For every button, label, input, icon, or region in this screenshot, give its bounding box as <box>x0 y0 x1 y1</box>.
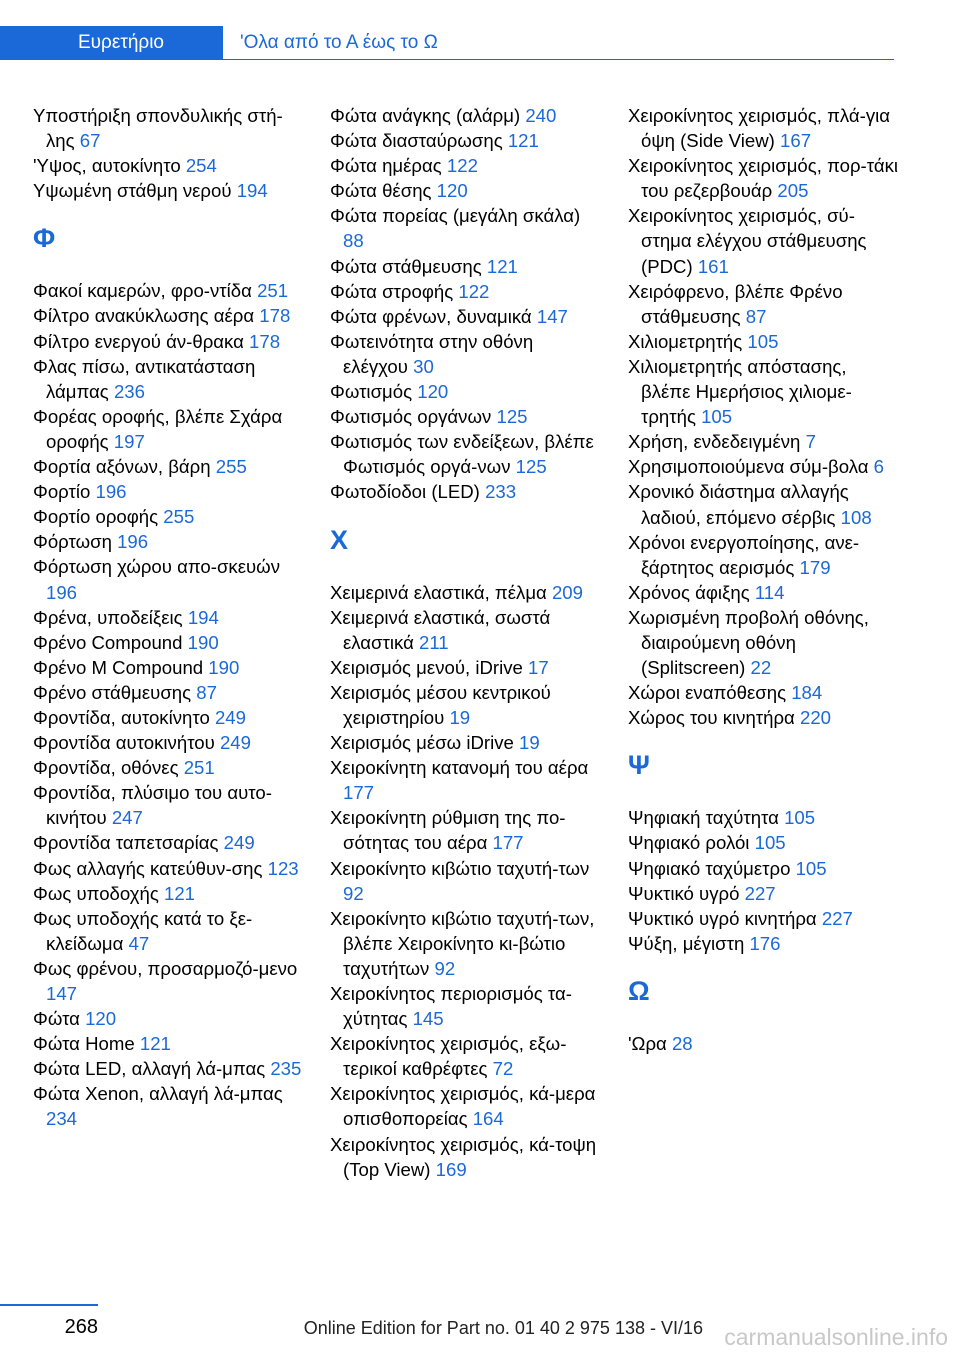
page-number: 268 <box>64 1316 98 1338</box>
index-page-link[interactable]: 176 <box>749 932 781 954</box>
index-entry-text: Φώτα Home <box>33 1033 135 1055</box>
index-entry <box>330 429 600 479</box>
index-page-link[interactable]: 169 <box>435 1158 467 1180</box>
section-title: 'Ολα από το Α έως το Ω <box>222 26 894 60</box>
index-entry <box>33 454 303 479</box>
index-page-link[interactable]: 120 <box>85 1008 117 1030</box>
index-entry-text: Χειροκίνητο κιβώτιο ταχυτή-των <box>330 857 590 879</box>
index-page-link[interactable]: 227 <box>821 907 853 929</box>
index-entry-text: Χειροκίνητη ρύθμιση της πο-σότητας του αέρα <box>330 807 566 854</box>
index-entry <box>628 103 898 153</box>
index-entry-text: Φροντίδα, οθόνες <box>33 757 179 779</box>
index-entry <box>33 705 303 730</box>
index-page-link[interactable]: 164 <box>472 1108 504 1130</box>
index-page-link[interactable]: 122 <box>446 155 478 177</box>
index-page-link[interactable]: 123 <box>267 857 299 879</box>
index-entry <box>628 580 898 605</box>
index-entry-text: Φορτίο <box>33 481 91 503</box>
index-entry <box>628 830 898 855</box>
index-letter-heading: Ψ <box>628 750 650 781</box>
index-letter-heading: Χ <box>330 524 349 555</box>
index-column-3 <box>628 103 898 1056</box>
index-entry-text: Χειροκίνητος χειρισμός, πλά-για όψη (Side View) <box>628 105 891 152</box>
index-entry <box>33 529 303 554</box>
index-page-link[interactable]: 177 <box>492 832 524 854</box>
index-entry-text: Φώτα ανάγκης (αλάρμ) <box>330 105 521 126</box>
index-entry <box>330 178 600 203</box>
index-page-link[interactable]: 205 <box>777 180 809 202</box>
index-entry-text: Φώτα στροφής <box>330 280 454 302</box>
index-entry <box>628 856 898 881</box>
index-entry-text: Φως υποδοχής κατά το ξε-κλείδωμα <box>33 907 253 954</box>
index-entry-text: Χώρος του κινητήρα <box>628 707 795 729</box>
index-page-link[interactable]: 125 <box>515 456 547 478</box>
index-entry <box>33 329 303 354</box>
index-page-link[interactable]: 190 <box>208 656 240 678</box>
tab-index[interactable]: Ευρετήριο <box>0 26 222 60</box>
index-entry-text: Φως φρένου, προσαρμοζό-μενο <box>33 957 298 979</box>
index-entry-text: Χιλιομετρητής απόστασης, βλέπε Ημερήσιος χιλιομε-τρητής <box>628 355 852 428</box>
index-entry <box>330 279 600 304</box>
index-entry-text: Χρησιμοποιούμενα σύμ-βολα <box>628 456 869 478</box>
index-entry <box>628 279 898 329</box>
index-entry-text: Χώροι εναπόθεσης <box>628 682 787 704</box>
watermark: carmanualsonline.info <box>724 1324 948 1350</box>
index-entry-text: Φρένο στάθμευσης <box>33 681 192 703</box>
index-page-link[interactable]: 108 <box>840 506 872 528</box>
index-entry <box>330 254 600 279</box>
index-entry <box>330 906 600 981</box>
index-entry-text: Χρόνοι ενεργοποίησης, ανε-ξάρτητος αερισμός <box>628 531 860 578</box>
index-entry <box>330 203 600 253</box>
index-entry <box>33 103 303 153</box>
index-entry <box>33 605 303 630</box>
index-page-link[interactable]: 249 <box>223 832 255 854</box>
index-entry <box>330 1132 600 1182</box>
index-entry-text: Χειροκίνητη κατανομή του αέρα <box>330 757 589 779</box>
index-entry <box>330 680 600 730</box>
index-entry-text: Φώτα φρένων, δυναμικά <box>330 305 532 327</box>
index-entry-text: Φώτα θέσης <box>330 180 432 202</box>
index-page-link[interactable]: 178 <box>259 305 291 327</box>
index-page-link[interactable]: 17 <box>528 656 549 678</box>
index-entry-text: 'Υψος, αυτοκίνητο <box>33 155 181 177</box>
index-entry <box>330 304 600 329</box>
index-page-link[interactable]: 28 <box>671 1032 693 1054</box>
index-entry-text: Ψυκτικό υγρό κινητήρα <box>628 907 817 929</box>
index-entry-text: Φλας πίσω, αντικατάσταση λάμπας <box>33 355 256 402</box>
index-page-link[interactable]: 161 <box>697 255 729 277</box>
index-entry <box>33 1031 303 1056</box>
index-entry <box>628 705 898 730</box>
index-column-2 <box>330 103 600 1182</box>
index-entry <box>33 730 303 755</box>
index-page-link[interactable]: 147 <box>536 305 568 327</box>
index-page-link[interactable]: 47 <box>128 932 150 954</box>
index-entry <box>628 354 898 429</box>
index-page-link[interactable]: 209 <box>551 581 583 603</box>
index-page-link[interactable]: 177 <box>343 782 375 804</box>
index-page-link[interactable]: 240 <box>525 105 557 126</box>
index-entry-text: Χειρισμός μέσου κεντρικού χειριστηρίου <box>330 681 551 728</box>
index-entry <box>628 479 898 529</box>
index-entry <box>628 1031 898 1056</box>
index-page-link[interactable]: 249 <box>214 706 246 728</box>
index-entry-text: Χειρόφρενο, βλέπε Φρένο στάθμευσης <box>628 280 843 327</box>
index-entry <box>628 429 898 454</box>
index-entry <box>330 404 600 429</box>
index-page-link[interactable]: 235 <box>270 1058 302 1080</box>
index-page-link[interactable]: 197 <box>113 430 145 452</box>
index-page-link[interactable]: 22 <box>750 657 772 679</box>
index-page-link[interactable]: 121 <box>507 130 539 152</box>
index-entry-text: Φροντίδα ταπετσαρίας <box>33 832 219 854</box>
index-page-link[interactable]: 184 <box>791 682 823 704</box>
index-entry-text: Χειμερινά ελαστικά, πέλμα <box>330 581 547 603</box>
index-entry-text: Φίλτρο ανακύκλωσης αέρα <box>33 305 255 327</box>
index-entry <box>33 404 303 454</box>
index-entry-text: Ψηφιακό ρολόι <box>628 832 750 854</box>
index-page-link[interactable]: 114 <box>754 581 785 603</box>
index-entry-text: Χειροκίνητος χειρισμός, κά-μερα οπισθοπορείας <box>330 1083 596 1130</box>
index-entry-text: Χειροκίνητος περιορισμός τα-χύτητας <box>330 983 572 1030</box>
index-entry <box>628 931 898 956</box>
index-page-link[interactable]: 220 <box>799 707 832 729</box>
index-entry-text: Χειμερινά ελαστικά, σωστά ελαστικά <box>330 606 551 653</box>
index-entry-text: Φώτα ημέρας <box>330 155 442 177</box>
index-page-link[interactable]: 147 <box>46 983 78 1004</box>
index-page-link[interactable]: 105 <box>784 807 816 829</box>
index-page-link[interactable]: 121 <box>139 1033 171 1055</box>
index-entry <box>330 1031 600 1081</box>
index-entry-text: Φροντίδα αυτοκινήτου <box>33 732 215 754</box>
index-entry-text: Χειρισμός μέσω iDrive <box>330 732 514 754</box>
index-entry-text: Φωτισμός των ενδείξεων, βλέπε Φωτισμός οργά-νων <box>330 431 594 478</box>
index-entry <box>628 153 898 203</box>
index-entry <box>33 354 303 404</box>
footer-divider <box>0 1304 98 1306</box>
index-entry-text: Φρένο Compound <box>33 631 183 653</box>
index-page-link[interactable]: 87 <box>745 305 767 327</box>
index-entry <box>33 680 303 705</box>
index-page-link[interactable]: 251 <box>257 280 289 302</box>
index-page-link[interactable]: 125 <box>496 406 528 428</box>
index-entry-text: Χειροκίνητο κιβώτιο ταχυτή-των, βλέπε Χειροκίνητο κι-βώτιο ταχυτήτων <box>330 907 595 979</box>
index-entry-text: Φώτα <box>33 1008 80 1030</box>
index-page-link[interactable]: 196 <box>46 581 78 603</box>
index-entry <box>33 655 303 680</box>
index-page-link[interactable]: 92 <box>434 957 456 979</box>
index-page-link[interactable]: 6 <box>873 456 884 478</box>
index-page-link[interactable]: 236 <box>113 380 145 402</box>
index-entry <box>330 103 600 128</box>
index-page-link[interactable]: 105 <box>754 832 786 854</box>
index-entry <box>628 454 898 479</box>
index-entry <box>33 956 303 1006</box>
index-entry <box>330 805 600 855</box>
index-letter-heading: Φ <box>33 223 56 254</box>
index-page-link[interactable]: 19 <box>449 706 471 728</box>
index-entry <box>33 554 303 604</box>
index-entry-text: Φροντίδα, αυτοκίνητο <box>33 706 210 728</box>
index-entry <box>330 379 600 404</box>
index-entry-text: Φορτίο οροφής <box>33 506 159 528</box>
index-entry-text: Φώτα στάθμευσης <box>330 255 482 277</box>
index-entry-text: Ψύξη, μέγιστη <box>628 932 745 954</box>
index-entry-text: Φως υποδοχής <box>33 882 159 904</box>
index-page-link[interactable]: 19 <box>519 732 540 754</box>
index-page-link[interactable]: 67 <box>79 130 101 152</box>
index-entry-text: Υποστήριξη σπονδυλικής στή-λης <box>33 105 283 152</box>
index-entry <box>628 805 898 830</box>
index-entry-text: Χειροκίνητος χειρισμός, εξω-τερικοί καθρέφτες <box>330 1033 567 1080</box>
index-entry <box>33 504 303 529</box>
index-letter-heading: Ω <box>628 975 650 1006</box>
index-entry <box>33 856 303 881</box>
index-entry <box>330 655 600 680</box>
index-entry <box>628 530 898 580</box>
index-page-link[interactable]: 196 <box>117 531 149 553</box>
index-entry <box>628 329 898 354</box>
index-entry-text: Φίλτρο ενεργού άν-θρακα <box>33 330 244 352</box>
index-entry-text: Χωρισμένη προβολή οθόνης, διαιρούμενη οθόνη (Splitscreen) <box>628 606 869 679</box>
index-entry-text: Φωτισμός οργάνων <box>330 406 492 428</box>
index-page-link[interactable]: 121 <box>486 255 518 277</box>
index-entry <box>628 906 898 931</box>
page-header <box>0 26 894 60</box>
index-entry-text: Φακοί καμερών, φρο-ντίδα <box>33 280 252 302</box>
index-entry-text: Χιλιομετρητής <box>628 330 743 352</box>
index-entry-text: Φορέας οροφής, βλέπε Σχάρα οροφής <box>33 405 283 452</box>
index-page-link[interactable]: 87 <box>196 681 217 703</box>
index-entry-text: Φώτα LED, αλλαγή λά-μπας <box>33 1058 266 1080</box>
index-entry <box>330 1081 600 1131</box>
index-entry-text: Χειρισμός μενού, iDrive <box>330 656 523 678</box>
index-entry-text: Ψηφιακό ταχύμετρο <box>628 857 791 879</box>
index-entry <box>33 780 303 830</box>
index-entry-text: Ψυκτικό υγρό <box>628 882 740 904</box>
index-entry <box>330 580 600 605</box>
index-entry-text: Φωτεινότητα στην οθόνη ελέγχου <box>330 330 534 377</box>
index-page-link[interactable]: 254 <box>185 155 217 177</box>
index-page-link[interactable]: 120 <box>436 180 468 202</box>
index-page-link[interactable]: 105 <box>701 406 733 428</box>
index-page-link[interactable]: 105 <box>747 330 779 352</box>
index-entry <box>330 730 600 755</box>
index-entry-text: Χρήση, ενδεδειγμένη <box>628 431 801 453</box>
edition-info: Online Edition for Part no. 01 40 2 975 138 - VI/16 <box>303 1318 703 1338</box>
index-entry <box>33 881 303 906</box>
index-entry-text: 'Ωρα <box>628 1032 667 1054</box>
index-entry <box>330 605 600 655</box>
index-entry <box>330 755 600 805</box>
index-entry <box>33 303 303 328</box>
index-entry-text: Χειροκίνητος χειρισμός, πορ-τάκι του ρεζερβουάρ <box>628 155 898 202</box>
index-entry-text: Χρόνος άφιξης <box>628 581 750 603</box>
index-page-link[interactable]: 247 <box>111 807 143 829</box>
index-page-link[interactable]: 234 <box>46 1108 78 1130</box>
index-entry <box>33 178 303 203</box>
index-entry <box>330 128 600 153</box>
index-page-link[interactable]: 7 <box>805 431 816 453</box>
index-entry-text: Φώτα διασταύρωσης <box>330 130 503 152</box>
index-page-link[interactable]: 255 <box>163 506 195 528</box>
index-entry <box>33 906 303 956</box>
index-entry <box>330 856 600 906</box>
index-page-link[interactable]: 92 <box>343 882 364 904</box>
index-column-1 <box>33 103 303 1132</box>
index-entry <box>33 630 303 655</box>
index-entry <box>628 605 898 680</box>
index-page-link[interactable]: 179 <box>799 556 831 578</box>
index-entry <box>33 1056 303 1081</box>
index-entry-text: Υψωμένη στάθμη νερού <box>33 180 232 202</box>
index-entry-text: Φόρτωση <box>33 531 112 553</box>
index-entry-text: Φωτισμός <box>330 381 413 403</box>
index-page-link[interactable]: 120 <box>417 381 449 403</box>
index-page-link[interactable]: 30 <box>413 355 434 377</box>
index-page-link[interactable]: 121 <box>163 882 196 904</box>
index-entry-text: Φροντίδα, πλύσιμο του αυτο-κινήτου <box>33 782 272 829</box>
index-entry <box>628 680 898 705</box>
index-page-link[interactable]: 251 <box>183 757 215 779</box>
index-entry-text: Φώτα πορείας (μεγάλη σκάλα) <box>330 205 581 227</box>
index-entry-text: Χρονικό διάστημα αλλαγής λαδιού, επόμενο σέρβις <box>628 481 849 528</box>
index-page-link[interactable]: 88 <box>343 230 364 252</box>
index-entry <box>33 479 303 504</box>
index-entry <box>33 755 303 780</box>
index-page-link[interactable]: 167 <box>780 130 812 152</box>
index-entry-text: Φρένα, υποδείξεις <box>33 606 183 628</box>
index-entry <box>33 1006 303 1031</box>
index-page-link[interactable]: 255 <box>215 456 247 478</box>
index-entry-text: Ψηφιακή ταχύτητα <box>628 807 779 829</box>
index-entry-text: Φώτα Xenon, αλλαγή λά-μπας <box>33 1083 283 1105</box>
index-entry-text: Φρένο M Compound <box>33 656 204 678</box>
index-entry <box>330 153 600 178</box>
index-page-link[interactable]: 72 <box>492 1058 514 1080</box>
index-entry <box>628 881 898 906</box>
index-entry <box>628 203 898 278</box>
index-entry <box>330 981 600 1031</box>
index-page-link[interactable]: 105 <box>795 857 827 879</box>
index-entry <box>330 329 600 379</box>
index-page-link[interactable]: 227 <box>744 882 776 904</box>
index-page-link[interactable]: 194 <box>236 180 268 202</box>
index-page-link[interactable]: 178 <box>249 330 281 352</box>
index-entry-text: Χειροκίνητος χειρισμός, σύ-στημα ελέγχου στάθμευσης (PDC) <box>628 205 867 277</box>
index-entry-text: Φωτοδίοδοι (LED) <box>330 481 480 503</box>
index-page-link[interactable]: 211 <box>419 631 449 653</box>
index-page-link[interactable]: 122 <box>458 280 490 302</box>
index-entry <box>33 1081 303 1131</box>
index-entry-text: Φόρτωση χώρου απο-σκευών <box>33 556 280 578</box>
index-entry-text: Φορτία αξόνων, βάρη <box>33 456 211 478</box>
index-page-link[interactable]: 249 <box>219 732 251 754</box>
index-entry-text: Φως αλλαγής κατεύθυν-σης <box>33 857 263 879</box>
index-entry <box>33 278 303 303</box>
index-entry <box>33 153 303 178</box>
index-page-link[interactable]: 190 <box>187 631 219 653</box>
index-page-link[interactable]: 196 <box>95 481 127 503</box>
index-entry-text: Χειροκίνητος χειρισμός, κά-τοψη (Top View) <box>330 1133 597 1180</box>
index-page-link[interactable]: 233 <box>485 481 517 503</box>
index-page-link[interactable]: 145 <box>412 1008 444 1030</box>
index-entry <box>33 830 303 855</box>
index-entry <box>330 479 600 504</box>
index-page-link[interactable]: 194 <box>187 606 219 628</box>
